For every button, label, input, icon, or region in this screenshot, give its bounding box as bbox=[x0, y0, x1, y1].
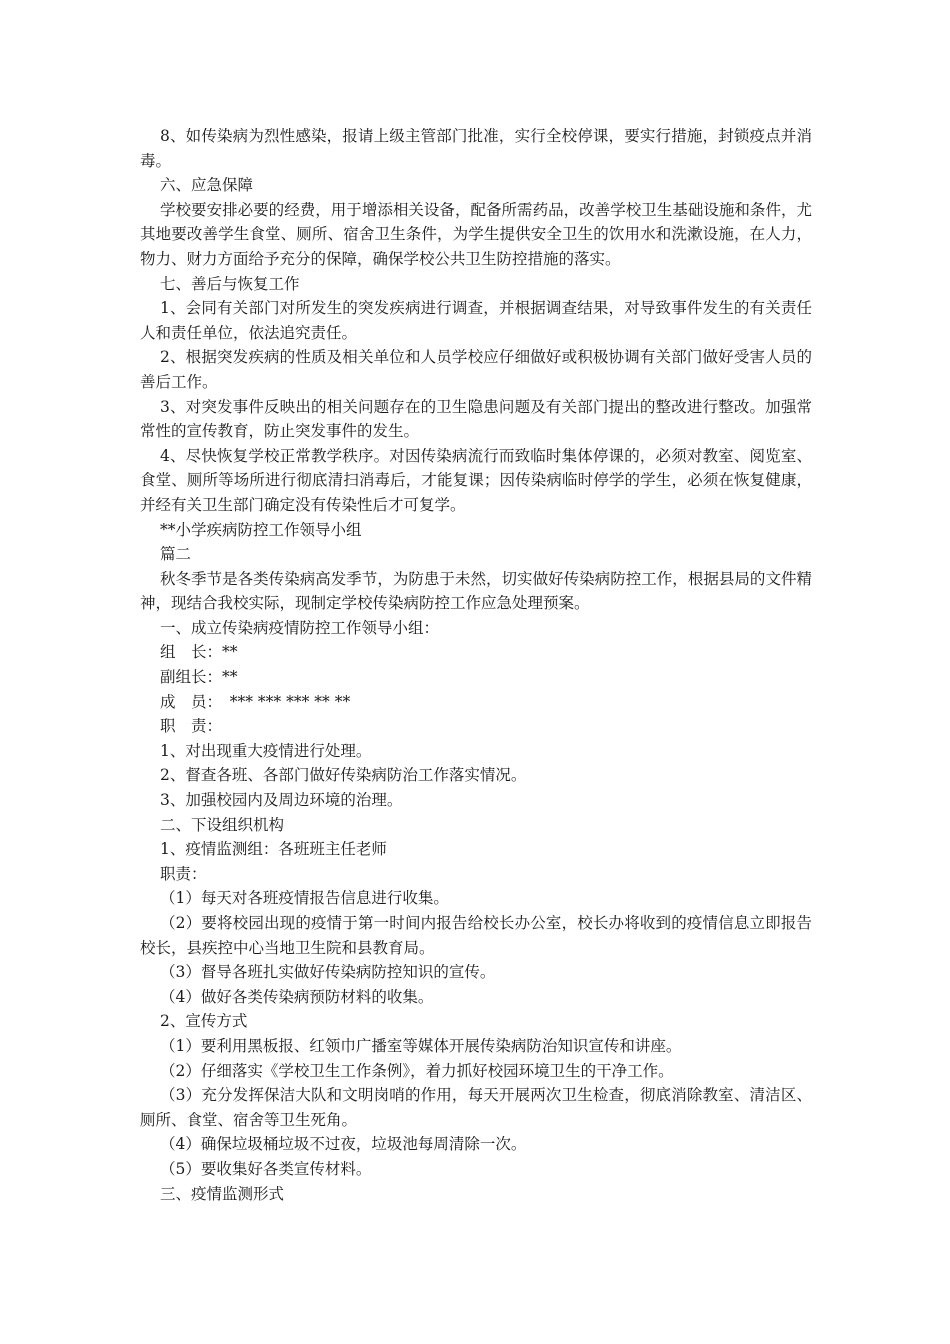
paragraph: 学校要安排必要的经费，用于增添相关设备，配备所需药品，改善学校卫生基础设施和条件，尤其地要改善学生食堂、厕所、宿舍卫生条件，为学生提供安全卫生的饮用水和洗漱设施，在人力，物力、财力方面给予充分的保障，确保学校公共卫生防控措施的落实。 bbox=[140, 200, 812, 268]
list-item: 3、加强校园内及周边环境的治理。 bbox=[160, 791, 403, 810]
list-item: 2、督查各班、各部门做好传染病防治工作落实情况。 bbox=[160, 766, 527, 785]
list-item: （1）要利用黑板报、红领巾广播室等媒体开展传染病防治知识宣传和讲座。 bbox=[160, 1036, 682, 1055]
list-item: （1）每天对各班疫情报告信息进行收集。 bbox=[160, 889, 449, 908]
section-heading: 七、善后与恢复工作 bbox=[160, 274, 300, 293]
list-item: （3）督导各班扎实做好传染病防控知识的宣传。 bbox=[160, 963, 496, 982]
section-heading: 六、应急保障 bbox=[160, 176, 254, 195]
list-item: 1、对出现重大疫情进行处理。 bbox=[160, 741, 372, 760]
list-item: （3）充分发挥保洁大队和文明岗哨的作用，每天开展两次卫生检查，彻底消除教室、清洁区、厕所、食堂、宿舍等卫生死角。 bbox=[140, 1086, 812, 1129]
roster-line: 副组长：** bbox=[160, 668, 238, 687]
paragraph: 秋冬季节是各类传染病高发季节，为防患于未然，切实做好传染病防控工作，根据县局的文件精神，现结合我校实际，现制定学校传染病防控工作应急处理预案。 bbox=[140, 569, 812, 613]
paragraph: 2、根据突发疾病的性质及相关单位和人员学校应仔细做好或积极协调有关部门做好受害人员的善后工作。 bbox=[140, 348, 812, 391]
section-heading: 一、成立传染病疫情防控工作领导小组： bbox=[160, 618, 440, 637]
paragraph: 3、对突发事件反映出的相关问题存在的卫生隐患问题及有关部门提出的整改进行整改。加强常常性的宣传教育，防止突发事件的发生。 bbox=[140, 397, 812, 441]
section-heading: 二、下设组织机构 bbox=[160, 815, 285, 834]
paragraph: 8、如传染病为烈性感染，报请上级主管部门批准，实行全校停课，要实行措施，封锁疫点并消毒。 bbox=[140, 127, 812, 170]
list-item: （5）要收集好各类宣传材料。 bbox=[160, 1159, 372, 1178]
roster-line: 成 员： *** *** *** ** ** bbox=[160, 692, 351, 711]
paragraph: 4、尽快恢复学校正常教学秩序。对因传染病流行而致临时集体停课的，必须对教室、阅览室、食堂、厕所等场所进行彻底清扫消毒后，才能复课；因传染病临时停学的学生，必须在恢复健康，并经有关卫生部门确定没有传染性后才可复学。 bbox=[140, 446, 812, 514]
part-heading: 篇二 bbox=[160, 545, 192, 564]
section-heading: 三、疫情监测形式 bbox=[160, 1184, 285, 1203]
list-item: 2、宣传方式 bbox=[160, 1012, 248, 1031]
list-item: （2）仔细落实《学校卫生工作条例》，着力抓好校园环境卫生的干净工作。 bbox=[160, 1061, 674, 1080]
signature-line: **小学疾病防控工作领导小组 bbox=[160, 520, 362, 539]
roster-line: 职 责： bbox=[160, 717, 223, 736]
list-item: （2）要将校园出现的疫情于第一时间内报告给校长办公室，校长办将收到的疫情信息立即报告校长，县疾控中心当地卫生院和县教育局。 bbox=[140, 914, 812, 957]
list-item: （4）做好各类传染病预防材料的收集。 bbox=[160, 987, 434, 1006]
document-body bbox=[140, 124, 812, 1206]
list-item: 1、疫情监测组：各班班主任老师 bbox=[160, 840, 387, 859]
roster-line: 组 长：** bbox=[160, 643, 238, 662]
list-item: （4）确保垃圾桶垃圾不过夜，垃圾池每周清除一次。 bbox=[160, 1135, 527, 1154]
paragraph: 1、会同有关部门对所发生的突发疾病进行调查，并根据调查结果，对导致事件发生的有关责任人和责任单位，依法追究责任。 bbox=[140, 299, 812, 342]
roster-line: 职责： bbox=[160, 864, 207, 883]
